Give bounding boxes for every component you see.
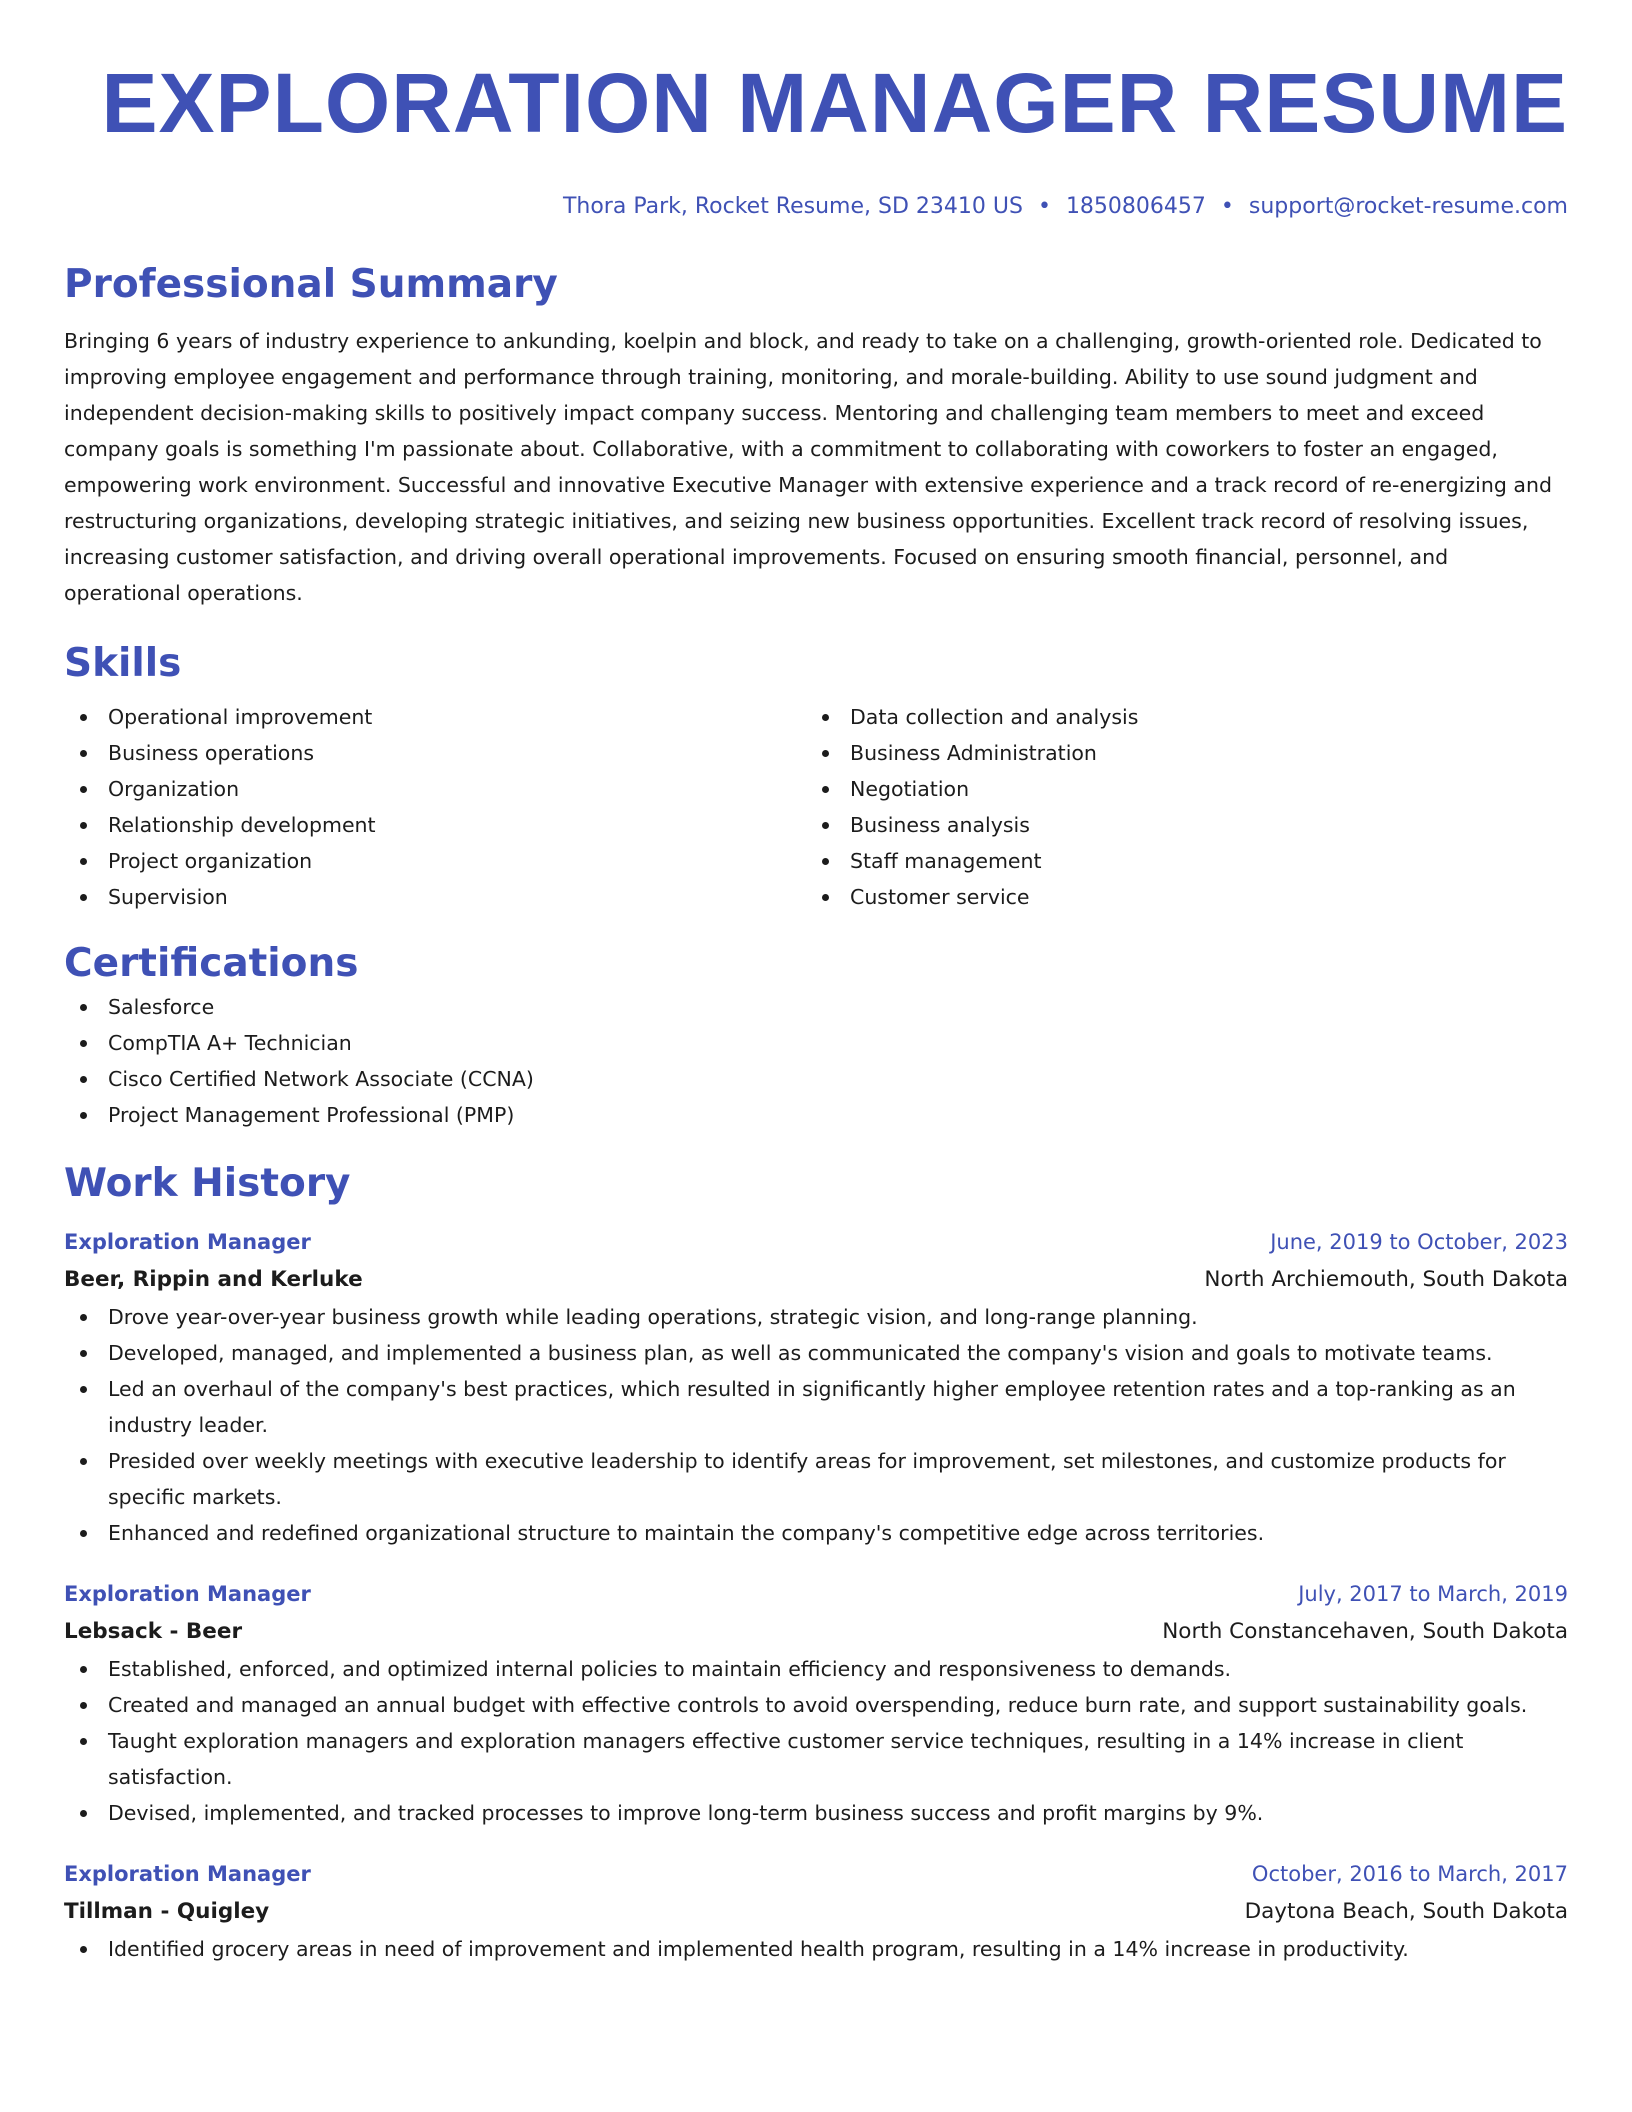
- job-company: Tillman - Quigley: [64, 1899, 270, 1924]
- skills-list-right: [806, 699, 1548, 915]
- job-title-row: [64, 1223, 1568, 1261]
- job-bullet: Led an overhaul of the company's best practices, which resulted in significantly higher employee retention rates and a top-ranking as an industry leader.: [64, 1371, 1568, 1443]
- job-title-row: [64, 1855, 1568, 1893]
- job-entry: [64, 1223, 1568, 1551]
- job-dates: July, 2017 to March, 2019: [1298, 1582, 1568, 1606]
- job-location: North Archiemouth, South Dakota: [1204, 1267, 1568, 1292]
- job-bullet: Identified grocery areas in need of improvement and implemented health program, resulting in a 14% increase in productivity.: [64, 1931, 1568, 1967]
- job-company: Lebsack - Beer: [64, 1619, 243, 1644]
- summary-text: Bringing 6 years of industry experience to ankunding, koelpin and block, and ready to take on a challenging, growth-oriented role. Dedicated to improving employee engagement and performance through training, monitoring, and morale-building. Ability to use sound judgment and independent decision-making skills to positively impact company success. Mentoring and challenging team members to meet and exceed company goals is something I'm passionate about. Collaborative, with a commitment to collaborating with coworkers to foster an engaged, empowering work environment. Successful and innovative Executive Manager with extensive experience and a track record of re-energizing and restructuring organizations, developing strategic initiatives, and seizing new business opportunities. Excellent track record of resolving issues, increasing customer satisfaction, and driving overall operational improvements. Focused on ensuring smooth financial, personnel, and operational operations.: [64, 329, 1552, 605]
- job-title: Exploration Manager: [64, 1230, 311, 1254]
- summary-heading: Professional Summary: [64, 262, 558, 307]
- job-bullet: Developed, managed, and implemented a business plan, as well as communicated the company's vision and goals to motivate teams.: [64, 1335, 1568, 1371]
- contact-phone: 1850806457: [1065, 194, 1206, 219]
- job-bullet-list: [64, 1651, 1568, 1831]
- certifications-heading: Certifications: [64, 941, 359, 986]
- job-company-row: [64, 1613, 1568, 1651]
- certification-item: CompTIA A+ Technician: [64, 1025, 1568, 1061]
- skills-list-left: [64, 699, 806, 915]
- job-bullet: Drove year-over-year business growth while leading operations, strategic vision, and long-range planning.: [64, 1299, 1568, 1335]
- contact-address: Thora Park, Rocket Resume, SD 23410 US: [562, 194, 1023, 219]
- skill-item: Business analysis: [806, 807, 1548, 843]
- job-dates: October, 2016 to March, 2017: [1251, 1862, 1568, 1886]
- skill-item: Negotiation: [806, 771, 1548, 807]
- job-entry: [64, 1575, 1568, 1831]
- job-bullet-list: [64, 1931, 1568, 1967]
- job-title: Exploration Manager: [64, 1582, 311, 1606]
- skill-item: Organization: [64, 771, 806, 807]
- skill-item: Customer service: [806, 879, 1548, 915]
- skill-item: Business Administration: [806, 735, 1548, 771]
- job-company-row: [64, 1261, 1568, 1299]
- skills-columns: [64, 699, 1568, 915]
- skill-item: Staff management: [806, 843, 1548, 879]
- certifications-list: [64, 989, 1568, 1133]
- skill-item: Business operations: [64, 735, 806, 771]
- job-bullet: Established, enforced, and optimized internal policies to maintain efficiency and responsiveness to demands.: [64, 1651, 1568, 1687]
- job-location: North Constancehaven, South Dakota: [1162, 1619, 1568, 1644]
- job-bullet: Enhanced and redefined organizational structure to maintain the company's competitive edge across territories.: [64, 1515, 1568, 1551]
- job-bullet: Created and managed an annual budget with effective controls to avoid overspending, reduce burn rate, and support sustainability goals.: [64, 1687, 1568, 1723]
- contact-separator: •: [1037, 194, 1051, 219]
- certification-item: Cisco Certified Network Associate (CCNA): [64, 1061, 1568, 1097]
- job-bullet: Taught exploration managers and exploration managers effective customer service techniques, resulting in a 14% increase in client satisfaction.: [64, 1723, 1568, 1795]
- job-entry: [64, 1855, 1568, 1967]
- work-history-heading: Work History: [64, 1161, 351, 1206]
- job-bullet-list: [64, 1299, 1568, 1551]
- contact-line: [64, 192, 1568, 222]
- skill-item: Supervision: [64, 879, 806, 915]
- job-dates: June, 2019 to October, 2023: [1270, 1230, 1568, 1254]
- skill-item: Data collection and analysis: [806, 699, 1548, 735]
- certification-item: Project Management Professional (PMP): [64, 1097, 1568, 1133]
- job-company-row: [64, 1893, 1568, 1931]
- job-bullet: Presided over weekly meetings with executive leadership to identify areas for improvement, set milestones, and customize products for specific markets.: [64, 1443, 1568, 1515]
- job-company: Beer, Rippin and Kerluke: [64, 1267, 363, 1292]
- contact-separator: •: [1220, 194, 1234, 219]
- skill-item: Project organization: [64, 843, 806, 879]
- job-location: Daytona Beach, South Dakota: [1244, 1899, 1568, 1924]
- certification-item: Salesforce: [64, 989, 1568, 1025]
- job-title: Exploration Manager: [64, 1862, 311, 1886]
- job-bullet: Devised, implemented, and tracked processes to improve long-term business success and profit margins by 9%.: [64, 1795, 1568, 1831]
- resume-title: EXPLORATION MANAGER RESUME: [101, 56, 1568, 150]
- skill-item: Operational improvement: [64, 699, 806, 735]
- skills-heading: Skills: [64, 641, 182, 686]
- skill-item: Relationship development: [64, 807, 806, 843]
- contact-email: support@rocket-resume.com: [1248, 194, 1568, 219]
- job-title-row: [64, 1575, 1568, 1613]
